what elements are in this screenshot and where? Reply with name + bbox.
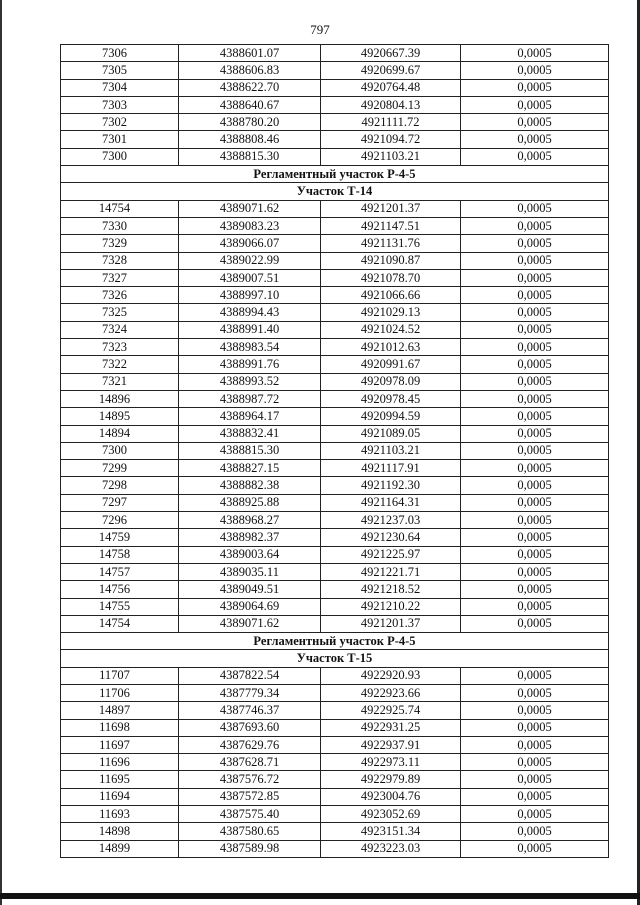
value-cell: 0,0005 (461, 460, 609, 477)
table-row (61, 235, 609, 252)
y-coordinate-cell: 4922920.93 (321, 667, 461, 684)
x-coordinate-cell: 4387576.72 (179, 771, 321, 788)
section-header-row (61, 633, 609, 650)
point-id-cell: 7301 (61, 131, 179, 148)
point-id-cell: 7330 (61, 217, 179, 234)
table-row (61, 200, 609, 217)
point-id-cell: 7299 (61, 460, 179, 477)
x-coordinate-cell: 4388968.27 (179, 512, 321, 529)
x-coordinate-cell: 4387572.85 (179, 788, 321, 805)
y-coordinate-cell: 4920699.67 (321, 62, 461, 79)
table-row (61, 304, 609, 321)
table-row (61, 79, 609, 96)
table-row (61, 477, 609, 494)
x-coordinate-cell: 4388993.52 (179, 373, 321, 390)
section-title: Участок Т-14 (61, 183, 609, 200)
value-cell: 0,0005 (461, 45, 609, 62)
point-id-cell: 7324 (61, 321, 179, 338)
point-id-cell: 14754 (61, 200, 179, 217)
y-coordinate-cell: 4921103.21 (321, 148, 461, 165)
value-cell: 0,0005 (461, 840, 609, 857)
y-coordinate-cell: 4921094.72 (321, 131, 461, 148)
section-title: Регламентный участок Р-4-5 (61, 166, 609, 183)
value-cell: 0,0005 (461, 684, 609, 701)
table-row (61, 702, 609, 719)
point-id-cell: 7329 (61, 235, 179, 252)
y-coordinate-cell: 4921103.21 (321, 442, 461, 459)
table-row (61, 269, 609, 286)
x-coordinate-cell: 4387580.65 (179, 823, 321, 840)
y-coordinate-cell: 4922937.91 (321, 736, 461, 753)
table-row (61, 287, 609, 304)
point-id-cell: 7306 (61, 45, 179, 62)
table-row (61, 563, 609, 580)
value-cell: 0,0005 (461, 373, 609, 390)
value-cell: 0,0005 (461, 252, 609, 269)
value-cell: 0,0005 (461, 615, 609, 632)
point-id-cell: 7297 (61, 494, 179, 511)
value-cell: 0,0005 (461, 494, 609, 511)
x-coordinate-cell: 4389007.51 (179, 269, 321, 286)
y-coordinate-cell: 4921218.52 (321, 581, 461, 598)
y-coordinate-cell: 4921164.31 (321, 494, 461, 511)
point-id-cell: 14756 (61, 581, 179, 598)
y-coordinate-cell: 4921029.13 (321, 304, 461, 321)
section-header-row (61, 183, 609, 200)
table-row (61, 615, 609, 632)
y-coordinate-cell: 4921012.63 (321, 339, 461, 356)
value-cell: 0,0005 (461, 598, 609, 615)
y-coordinate-cell: 4921237.03 (321, 512, 461, 529)
point-id-cell: 7325 (61, 304, 179, 321)
value-cell: 0,0005 (461, 321, 609, 338)
table-row (61, 96, 609, 113)
point-id-cell: 7327 (61, 269, 179, 286)
point-id-cell: 7323 (61, 339, 179, 356)
value-cell: 0,0005 (461, 269, 609, 286)
x-coordinate-cell: 4389022.99 (179, 252, 321, 269)
y-coordinate-cell: 4921201.37 (321, 200, 461, 217)
y-coordinate-cell: 4921210.22 (321, 598, 461, 615)
y-coordinate-cell: 4921221.71 (321, 563, 461, 580)
y-coordinate-cell: 4921225.97 (321, 546, 461, 563)
y-coordinate-cell: 4920667.39 (321, 45, 461, 62)
value-cell: 0,0005 (461, 529, 609, 546)
point-id-cell: 11706 (61, 684, 179, 701)
value-cell: 0,0005 (461, 287, 609, 304)
x-coordinate-cell: 4389003.64 (179, 546, 321, 563)
y-coordinate-cell: 4920991.67 (321, 356, 461, 373)
value-cell: 0,0005 (461, 788, 609, 805)
y-coordinate-cell: 4921090.87 (321, 252, 461, 269)
y-coordinate-cell: 4921230.64 (321, 529, 461, 546)
x-coordinate-cell: 4387822.54 (179, 667, 321, 684)
y-coordinate-cell: 4921089.05 (321, 425, 461, 442)
table-row (61, 114, 609, 131)
point-id-cell: 7326 (61, 287, 179, 304)
value-cell: 0,0005 (461, 62, 609, 79)
table-row (61, 598, 609, 615)
table-row (61, 252, 609, 269)
table-row (61, 408, 609, 425)
point-id-cell: 14758 (61, 546, 179, 563)
y-coordinate-cell: 4920804.13 (321, 96, 461, 113)
point-id-cell: 7300 (61, 442, 179, 459)
value-cell: 0,0005 (461, 425, 609, 442)
value-cell: 0,0005 (461, 148, 609, 165)
table-row (61, 217, 609, 234)
point-id-cell: 7328 (61, 252, 179, 269)
y-coordinate-cell: 4921078.70 (321, 269, 461, 286)
point-id-cell: 14898 (61, 823, 179, 840)
x-coordinate-cell: 4387628.71 (179, 754, 321, 771)
x-coordinate-cell: 4389071.62 (179, 200, 321, 217)
table-row (61, 148, 609, 165)
x-coordinate-cell: 4388987.72 (179, 390, 321, 407)
point-id-cell: 11698 (61, 719, 179, 736)
point-id-cell: 7305 (61, 62, 179, 79)
section-header-row (61, 650, 609, 667)
table-row (61, 62, 609, 79)
x-coordinate-cell: 4389083.23 (179, 217, 321, 234)
x-coordinate-cell: 4388808.46 (179, 131, 321, 148)
y-coordinate-cell: 4923052.69 (321, 806, 461, 823)
y-coordinate-cell: 4920994.59 (321, 408, 461, 425)
x-coordinate-cell: 4387693.60 (179, 719, 321, 736)
value-cell: 0,0005 (461, 546, 609, 563)
x-coordinate-cell: 4389066.07 (179, 235, 321, 252)
y-coordinate-cell: 4922979.89 (321, 771, 461, 788)
page-number: 797 (310, 22, 330, 37)
y-coordinate-cell: 4923004.76 (321, 788, 461, 805)
point-id-cell: 14757 (61, 563, 179, 580)
y-coordinate-cell: 4921147.51 (321, 217, 461, 234)
table-row (61, 45, 609, 62)
point-id-cell: 14754 (61, 615, 179, 632)
y-coordinate-cell: 4921024.52 (321, 321, 461, 338)
table-row (61, 529, 609, 546)
point-id-cell: 14897 (61, 702, 179, 719)
table-row (61, 771, 609, 788)
y-coordinate-cell: 4921066.66 (321, 287, 461, 304)
x-coordinate-cell: 4388925.88 (179, 494, 321, 511)
value-cell: 0,0005 (461, 702, 609, 719)
point-id-cell: 7321 (61, 373, 179, 390)
x-coordinate-cell: 4388815.30 (179, 148, 321, 165)
point-id-cell: 14896 (61, 390, 179, 407)
x-coordinate-cell: 4388991.40 (179, 321, 321, 338)
point-id-cell: 7304 (61, 79, 179, 96)
point-id-cell: 11697 (61, 736, 179, 753)
coordinates-table (60, 44, 609, 858)
x-coordinate-cell: 4388882.38 (179, 477, 321, 494)
point-id-cell: 14755 (61, 598, 179, 615)
table-row (61, 131, 609, 148)
table-row (61, 754, 609, 771)
value-cell: 0,0005 (461, 823, 609, 840)
value-cell: 0,0005 (461, 390, 609, 407)
y-coordinate-cell: 4923151.34 (321, 823, 461, 840)
section-header-row (61, 166, 609, 183)
table-row (61, 425, 609, 442)
value-cell: 0,0005 (461, 96, 609, 113)
value-cell: 0,0005 (461, 563, 609, 580)
x-coordinate-cell: 4387589.98 (179, 840, 321, 857)
point-id-cell: 7296 (61, 512, 179, 529)
table-row (61, 719, 609, 736)
y-coordinate-cell: 4922923.66 (321, 684, 461, 701)
point-id-cell: 11696 (61, 754, 179, 771)
value-cell: 0,0005 (461, 131, 609, 148)
coordinates-table-body (61, 45, 609, 858)
y-coordinate-cell: 4921192.30 (321, 477, 461, 494)
x-coordinate-cell: 4388780.20 (179, 114, 321, 131)
point-id-cell: 7303 (61, 96, 179, 113)
x-coordinate-cell: 4388606.83 (179, 62, 321, 79)
table-row (61, 442, 609, 459)
x-coordinate-cell: 4389035.11 (179, 563, 321, 580)
x-coordinate-cell: 4388982.37 (179, 529, 321, 546)
x-coordinate-cell: 4387629.76 (179, 736, 321, 753)
table-row (61, 373, 609, 390)
x-coordinate-cell: 4387746.37 (179, 702, 321, 719)
y-coordinate-cell: 4921131.76 (321, 235, 461, 252)
table-row (61, 788, 609, 805)
table-row (61, 321, 609, 338)
point-id-cell: 14759 (61, 529, 179, 546)
x-coordinate-cell: 4388832.41 (179, 425, 321, 442)
point-id-cell: 7300 (61, 148, 179, 165)
y-coordinate-cell: 4920978.45 (321, 390, 461, 407)
table-row (61, 546, 609, 563)
value-cell: 0,0005 (461, 667, 609, 684)
y-coordinate-cell: 4921201.37 (321, 615, 461, 632)
point-id-cell: 11707 (61, 667, 179, 684)
y-coordinate-cell: 4920764.48 (321, 79, 461, 96)
value-cell: 0,0005 (461, 217, 609, 234)
x-coordinate-cell: 4387779.34 (179, 684, 321, 701)
x-coordinate-cell: 4388994.43 (179, 304, 321, 321)
table-row (61, 460, 609, 477)
point-id-cell: 11695 (61, 771, 179, 788)
x-coordinate-cell: 4388997.10 (179, 287, 321, 304)
x-coordinate-cell: 4388827.15 (179, 460, 321, 477)
table-row (61, 494, 609, 511)
table-row (61, 684, 609, 701)
table-row (61, 736, 609, 753)
x-coordinate-cell: 4388983.54 (179, 339, 321, 356)
x-coordinate-cell: 4389071.62 (179, 615, 321, 632)
y-coordinate-cell: 4920978.09 (321, 373, 461, 390)
point-id-cell: 7298 (61, 477, 179, 494)
y-coordinate-cell: 4921117.91 (321, 460, 461, 477)
value-cell: 0,0005 (461, 477, 609, 494)
x-coordinate-cell: 4387575.40 (179, 806, 321, 823)
x-coordinate-cell: 4388815.30 (179, 442, 321, 459)
scan-bottom-bar (0, 893, 640, 899)
point-id-cell: 14895 (61, 408, 179, 425)
y-coordinate-cell: 4921111.72 (321, 114, 461, 131)
section-title: Участок Т-15 (61, 650, 609, 667)
value-cell: 0,0005 (461, 771, 609, 788)
value-cell: 0,0005 (461, 408, 609, 425)
value-cell: 0,0005 (461, 339, 609, 356)
value-cell: 0,0005 (461, 754, 609, 771)
table-row (61, 667, 609, 684)
x-coordinate-cell: 4388622.70 (179, 79, 321, 96)
y-coordinate-cell: 4922931.25 (321, 719, 461, 736)
point-id-cell: 14894 (61, 425, 179, 442)
value-cell: 0,0005 (461, 79, 609, 96)
value-cell: 0,0005 (461, 719, 609, 736)
scan-left-edge (0, 0, 2, 905)
table-row (61, 356, 609, 373)
x-coordinate-cell: 4389049.51 (179, 581, 321, 598)
x-coordinate-cell: 4388964.17 (179, 408, 321, 425)
table-row (61, 581, 609, 598)
value-cell: 0,0005 (461, 200, 609, 217)
point-id-cell: 11694 (61, 788, 179, 805)
x-coordinate-cell: 4388601.07 (179, 45, 321, 62)
value-cell: 0,0005 (461, 442, 609, 459)
table-row (61, 840, 609, 857)
point-id-cell: 14899 (61, 840, 179, 857)
value-cell: 0,0005 (461, 356, 609, 373)
value-cell: 0,0005 (461, 736, 609, 753)
table-row (61, 823, 609, 840)
y-coordinate-cell: 4922973.11 (321, 754, 461, 771)
table-row (61, 390, 609, 407)
point-id-cell: 7322 (61, 356, 179, 373)
y-coordinate-cell: 4922925.74 (321, 702, 461, 719)
point-id-cell: 11693 (61, 806, 179, 823)
x-coordinate-cell: 4389064.69 (179, 598, 321, 615)
y-coordinate-cell: 4923223.03 (321, 840, 461, 857)
section-title: Регламентный участок Р-4-5 (61, 633, 609, 650)
value-cell: 0,0005 (461, 114, 609, 131)
value-cell: 0,0005 (461, 806, 609, 823)
value-cell: 0,0005 (461, 581, 609, 598)
x-coordinate-cell: 4388640.67 (179, 96, 321, 113)
value-cell: 0,0005 (461, 304, 609, 321)
point-id-cell: 7302 (61, 114, 179, 131)
x-coordinate-cell: 4388991.76 (179, 356, 321, 373)
table-row (61, 806, 609, 823)
value-cell: 0,0005 (461, 512, 609, 529)
value-cell: 0,0005 (461, 235, 609, 252)
table-row (61, 512, 609, 529)
table-row (61, 339, 609, 356)
